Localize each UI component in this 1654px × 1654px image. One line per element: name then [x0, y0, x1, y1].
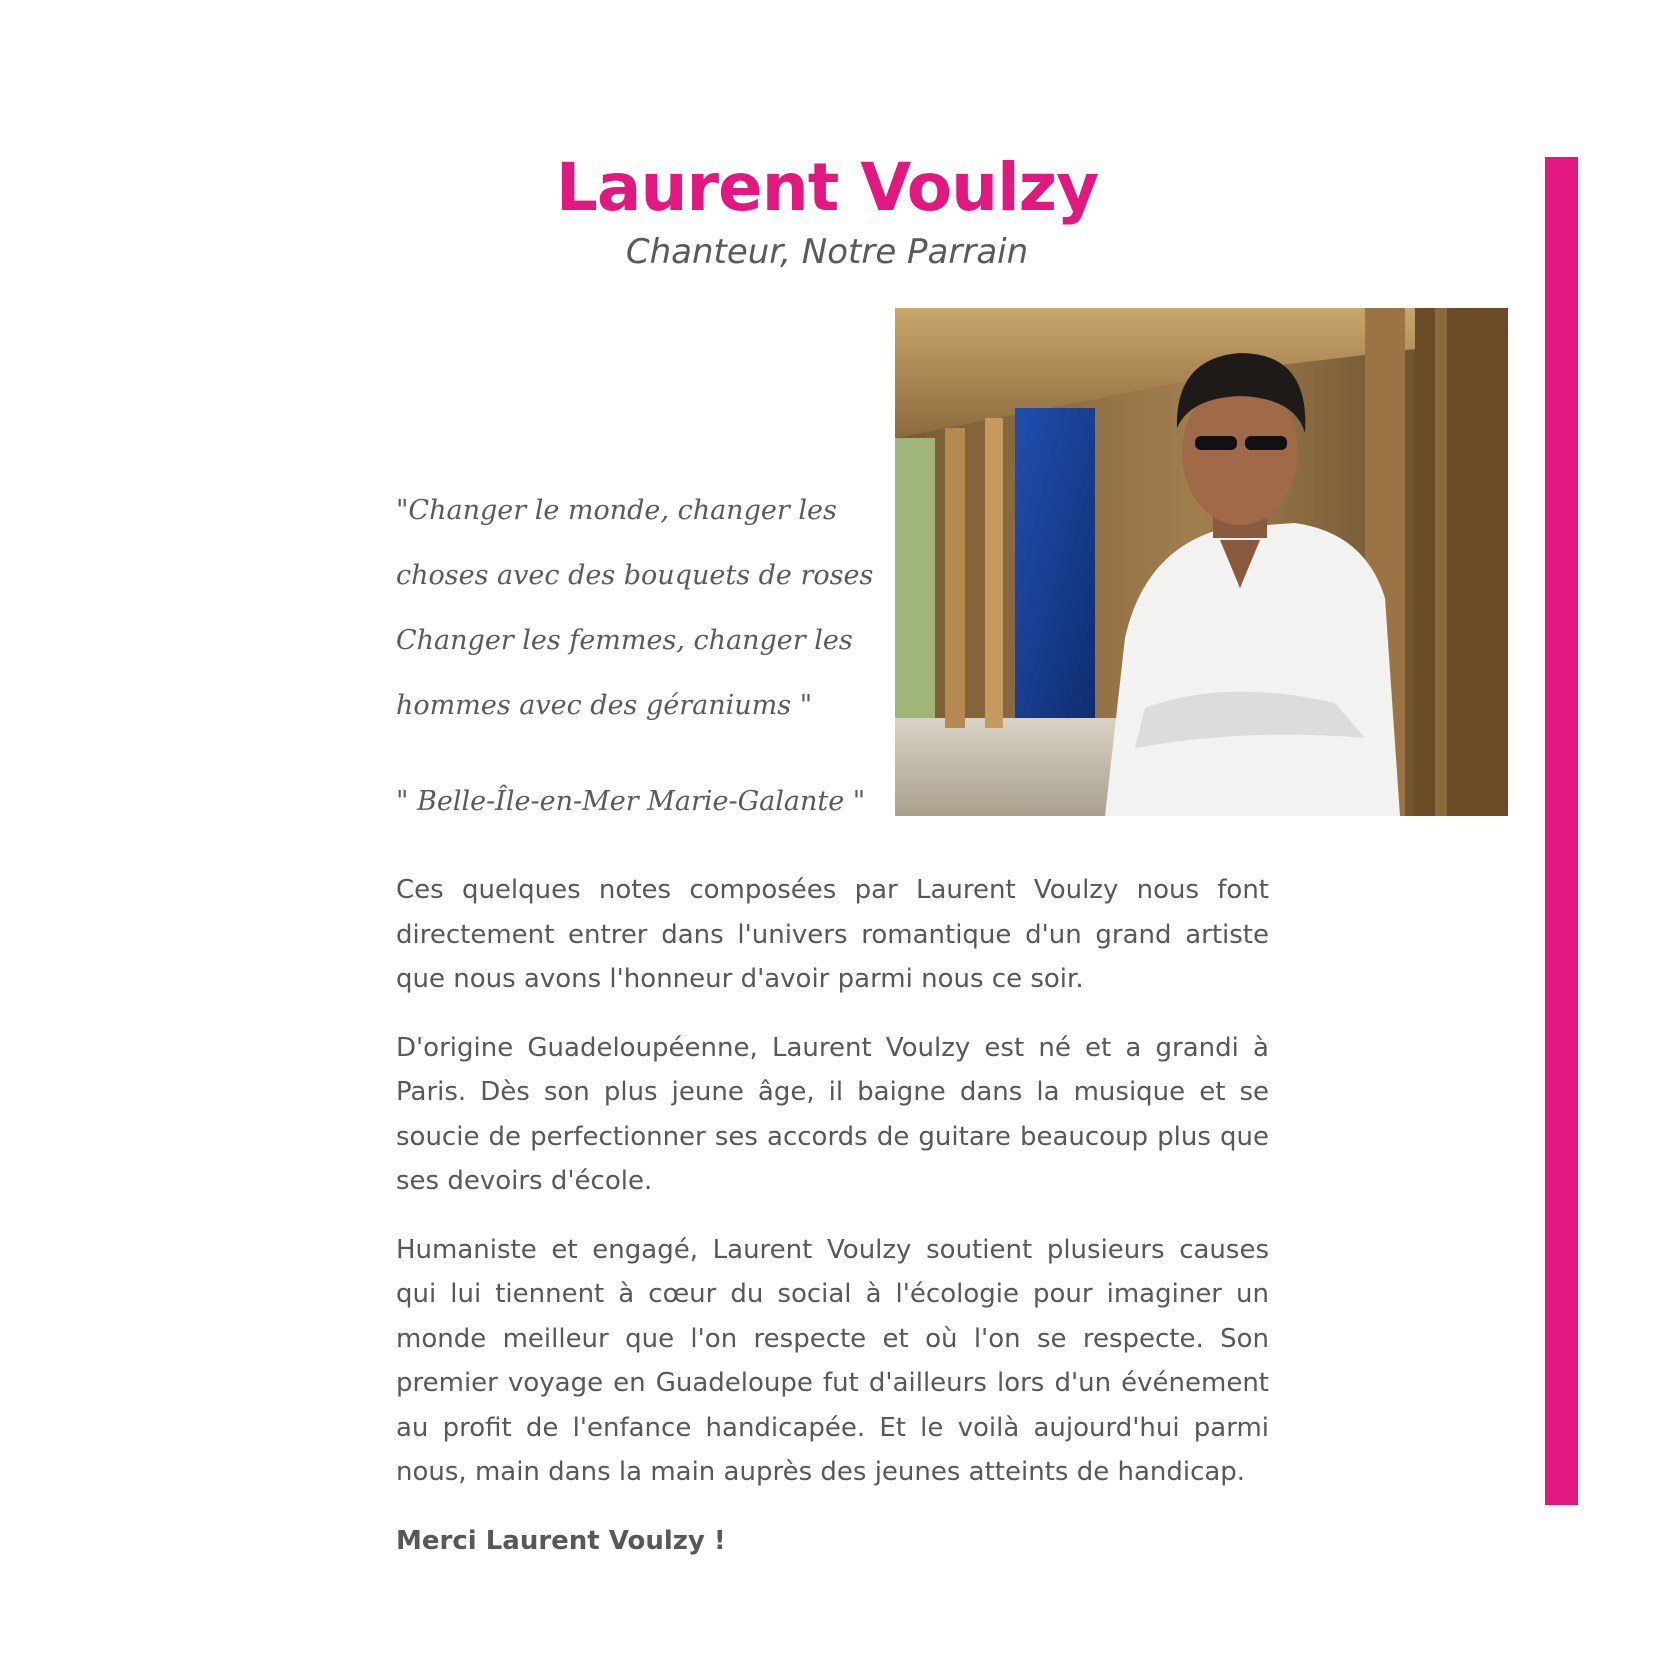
quote-source: " Belle-Île-en-Mer Marie-Galante "	[396, 786, 866, 817]
page-subtitle: Chanteur, Notre Parrain	[625, 232, 1029, 272]
paragraph: Humaniste et engagé, Laurent Voulzy soutient plusieurs causes qui lui tiennent à cœur du social à l'écologie pour imaginer un monde meilleur que l'on respecte et où l'on se respecte. Son premier voyage en Guadeloupe fut d'ailleurs lors d'un événement au profit de l'enfance handicapée. Et le voilà aujourd'hui parmi nous, main dans la main auprès des jeunes atteints de handicap.	[396, 1234, 1269, 1487]
paragraph: Ces quelques notes composées par Laurent Voulzy nous font directement entrer dans l'univers romantique d'un grand artiste que nous avons l'honneur d'avoir parmi nous ce soir.	[396, 875, 1269, 994]
page-title: Laurent Voulzy	[555, 149, 1099, 226]
quote-line: choses avec des bouquets de roses	[396, 560, 874, 591]
quote-line: hommes avec des géraniums "	[396, 690, 813, 721]
quote-line: "Changer le monde, changer les	[396, 495, 837, 526]
paragraph: D'origine Guadeloupéenne, Laurent Voulzy est né et a grandi à Paris. Dès son plus jeune âge, il baigne dans la musique et se soucie de perfectionner ses accords de guitare beaucoup plus que ses devoirs d'école.	[396, 1032, 1269, 1196]
portrait-photo	[895, 308, 1508, 816]
song-quote	[396, 478, 874, 738]
accent-side-bar	[1545, 157, 1578, 1505]
body-text	[396, 868, 1269, 1587]
thanks-line: Merci Laurent Voulzy !	[396, 1525, 726, 1556]
quote-line: Changer les femmes, changer les	[396, 625, 853, 656]
